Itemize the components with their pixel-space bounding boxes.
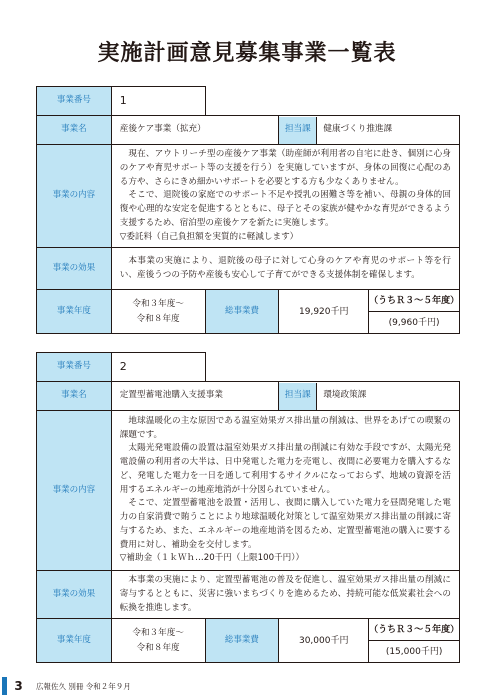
content-paragraph: そこで、退院後の家庭でのサポート不足や授乳の困難さ等を補い、母親の身体的回復や心理的な安定を促進するとともに、母子とその家族が健やかな育児ができるよう支援するため、宿泊型の産後ケアを新たに実施します。 [119,190,451,228]
sub-label: （うちＲ３～５年度） [369,290,460,312]
page-footer [0,672,494,700]
name-label: 事業名 [37,116,112,145]
number-label: 事業番号 [37,87,112,116]
project-name: 定置型蓄電池購入支援事業 [111,382,279,411]
effect-row [37,571,460,619]
project-table-1 [36,86,460,334]
project-number: 2 [111,353,205,382]
effect-row [37,248,460,290]
effect-text: 本事業の実施により、定置型蓄電池の普及を促進し、温室効果ガス排出量の削減に寄与するとともに、災害に強いまちづくりを進めるため、持続可能な低炭素社会への転換を推進します。 [119,575,451,613]
effect-label: 事業の効果 [37,571,112,619]
content-label: 事業の内容 [37,145,112,248]
dept-label: 担当課 [279,383,317,410]
sub-value: (9,960千円) [369,312,460,334]
sub-label: （うちＲ３～５年度） [369,619,460,641]
cost-value: 19,920千円 [279,290,369,334]
footer-text: 広報佐久 別冊 令和２年９月 [36,681,131,691]
cost-label: 総事業費 [205,290,279,334]
period-value: 令和３年度～ 令和８年度 [111,290,205,334]
content-paragraph: 太陽光発電設備の設置は温室効果ガス排出量の削減に有効な手段ですが、太陽光発電設備の利用者の大半は、日中発電した電力を売電し、夜間に必要電力を購入するなど、発電した電力を一日を通して利用するサイクルになっておらず、地域の資源を活用するエネルギーの地産地消が十分図られていません。 [119,443,451,495]
project-name: 産後ケア事業（拡充） [111,116,279,145]
content-paragraph: 地球温暖化の主な原因である温室効果ガス排出量の削減は、世界をあげての喫緊の課題です。 [119,415,451,440]
content-note: ▽委託料（自己負担額を実質的に軽減します） [119,231,299,242]
content-label: 事業の内容 [37,411,112,571]
period-value: 令和３年度～ 令和８年度 [111,619,205,663]
name-row [37,382,460,411]
content-row [37,411,460,571]
number-row [37,353,460,382]
name-row [37,116,460,145]
effect-text: 本事業の実施により、退院後の母子に対して心身のケアや育児のサポート等を行い、産後うつの予防や産後も安心して子育てができる支援体制を確保します。 [119,256,451,280]
content-body [111,411,459,571]
content-note: ▽補助金（１ｋＷｈ…20千円（上限100千円）） [119,553,305,564]
number-label: 事業番号 [37,353,112,382]
effect-label: 事業の効果 [37,248,112,290]
cost-value: 30,000千円 [279,619,369,663]
content-paragraph: 現在、アウトリーチ型の産後ケア事業（助産師が利用者の自宅に赴き、個別に心身のケアや育児サポート等の支援を行う）を実施していますが、身体の回復に心配のある方や、さらにきめ細かいサポートを必要とする方も少なくありません。 [119,149,451,187]
page-number: 3 [2,677,30,695]
period-row [37,290,460,312]
cost-label: 総事業費 [205,619,279,663]
period-label: 事業年度 [37,290,112,334]
sub-value: (15,000千円) [369,641,460,663]
page-title: 実施計画意見募集事業一覧表 [97,41,397,66]
project-table-2 [36,352,460,663]
content-paragraph: そこで、定置型蓄電池を設置・活用し、夜間に購入していた電力を昼間発電した電力の自家消費で賄うことにより地球温暖化対策として温室効果ガス排出量の削減に寄与するため、また、エネルギーの地産地消を図るため、定置型蓄電池の購入に要する費用に対し、補助金を交付します。 [119,498,451,550]
dept-value: 健康づくり推進課 [323,124,393,135]
dept-label: 担当課 [279,117,317,144]
period-label: 事業年度 [37,619,112,663]
number-row [37,87,460,116]
project-number: 1 [111,87,205,116]
content-row [37,145,460,248]
name-label: 事業名 [37,382,112,411]
content-body [111,145,459,248]
dept-value: 環境政策課 [323,390,367,401]
period-row [37,619,460,641]
